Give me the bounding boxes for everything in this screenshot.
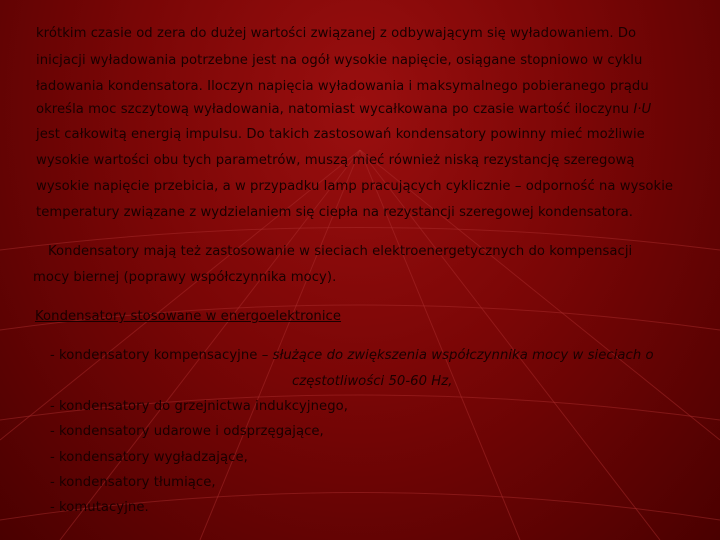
formula-iu: I·U (633, 102, 652, 117)
paragraph1-line-8: temperatury związane z wydzielaniem się ciepła na rezystancji szeregowej kondensatora. (36, 205, 633, 220)
paragraph1-line-2: inicjacji wyładowania potrzebne jest na ogół wysokie napięcie, osiągane stopniowo w cyklu (36, 53, 643, 68)
list-item-1-continuation: częstotliwości 50-60 Hz, (292, 374, 453, 389)
list-item-1-normal: - kondensatory kompensacyjne – (50, 348, 273, 363)
paragraph2-line-2: mocy biernej (poprawy współczynnika mocy). (33, 270, 337, 285)
paragraph2-line-1: Kondensatory mają też zastosowanie w sieciach elektroenergetycznych do kompensacji (48, 244, 633, 259)
list-item-3: - kondensatory udarowe i odsprzęgające, (50, 424, 324, 439)
section-heading: Kondensatory stosowane w energoelektronice (35, 309, 342, 324)
list-item-2: - kondensatory do grzejnictwa indukcyjnego, (50, 399, 348, 414)
list-item-5: - kondensatory tłumiące, (50, 475, 216, 490)
paragraph1-line-3: ładowania kondensatora. Iloczyn napięcia wyładowania i maksymalnego pobieranego prądu (36, 79, 649, 94)
paragraph1-line-5: jest całkowitą energią impulsu. Do takich zastosowań kondensatory powinny mieć możliwie (36, 127, 645, 142)
paragraph1-line-1: krótkim czasie od zera do dużej wartości związanej z odbywającym się wyładowaniem. Do (36, 26, 637, 41)
list-item-1 (50, 348, 654, 363)
list-item-1-italic: służące do zwiększenia współczynnika mocy w sieciach o (272, 348, 654, 363)
paragraph1-line-6: wysokie wartości obu tych parametrów, muszą mieć również niską rezystancję szeregową (36, 153, 635, 168)
paragraph1-line-4 (36, 102, 651, 117)
list-item-4: - kondensatory wygładzające, (50, 450, 248, 465)
list-item-6: - komutacyjne. (50, 500, 149, 515)
paragraph1-line-4-text: określa moc szczytową wyładowania, natomiast wycałkowana po czasie wartość iloczynu (36, 102, 630, 117)
paragraph1-line-7: wysokie napięcie przebicia, a w przypadku lamp pracujących cyklicznie – odporność na wysokie (36, 179, 674, 194)
